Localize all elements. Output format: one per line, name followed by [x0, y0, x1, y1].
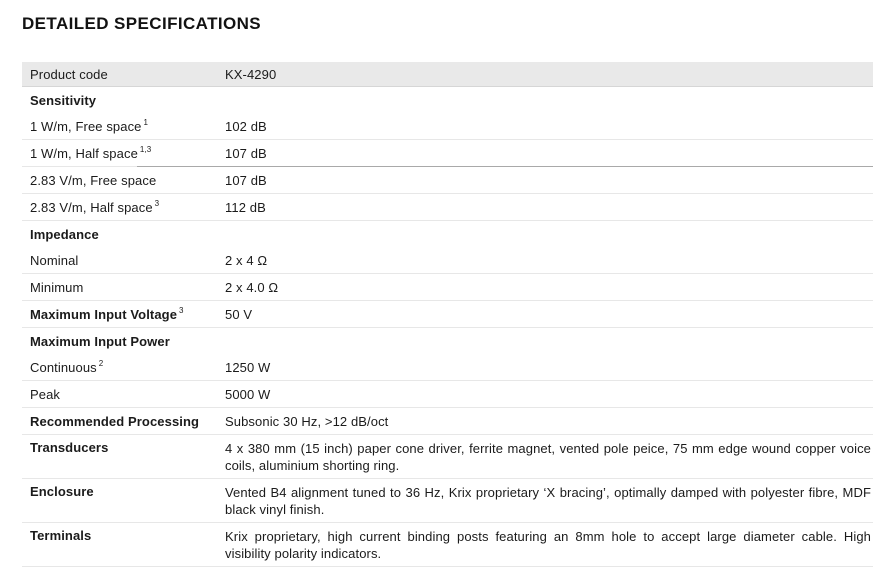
spec-label: Minimum — [30, 279, 84, 295]
row-recommended-processing — [22, 408, 873, 435]
footnote-ref: 2 — [98, 359, 104, 369]
footnote-ref: 1,3 — [139, 145, 152, 155]
spec-value: 1250 W — [225, 359, 271, 375]
row-power-peak — [22, 381, 873, 408]
section-header-impedance — [22, 221, 873, 247]
spec-label: Transducers — [30, 440, 109, 455]
footnote-ref: 1 — [143, 118, 149, 128]
section-header-maximum-input-power — [22, 328, 873, 354]
spec-label: 2.83 V/m, Free space — [30, 172, 157, 188]
specifications-table — [22, 62, 873, 567]
spec-label: Maximum Input Voltage $^3$ — [30, 306, 184, 322]
spec-value: 107 dB — [225, 145, 267, 161]
spec-label: 2.83 V/m, Half space $^3$ — [30, 199, 160, 215]
row-transducers — [22, 435, 873, 479]
spec-value: Subsonic 30 Hz, >12 dB/oct — [225, 413, 389, 429]
footnote-ref: 3 — [154, 199, 160, 209]
row-product-code — [22, 62, 873, 87]
row-impedance-nominal — [22, 247, 873, 274]
spec-label: Nominal — [30, 252, 79, 268]
row-terminals — [22, 523, 873, 567]
spec-value: 50 V — [225, 306, 253, 322]
spec-value: 107 dB — [225, 172, 267, 188]
row-283vm-half-space — [22, 194, 873, 221]
row-power-continuous — [22, 354, 873, 381]
spec-label: Terminals — [30, 528, 92, 543]
spec-label: 1 W/m, Half space $^{1,3}$ — [30, 145, 152, 161]
spec-value: Krix proprietary, high current binding posts featuring an 8mm hole to accept large diameter cable. High visibility polarity indicators. — [225, 529, 871, 561]
row-1wm-free-space — [22, 113, 873, 140]
spec-value: 2 x 4 Ω — [225, 252, 268, 268]
section-header-sensitivity — [22, 87, 873, 113]
row-1wm-half-space — [22, 140, 873, 167]
spec-value: Vented B4 alignment tuned to 36 Hz, Krix proprietary ‘X bracing’, optimally damped with polyester fibre, MDF black vinyl finish. — [225, 485, 871, 517]
row-enclosure — [22, 479, 873, 523]
spec-value: KX-4290 — [225, 66, 277, 82]
row-283vm-free-space — [22, 167, 873, 194]
section-label: Sensitivity — [30, 92, 97, 108]
spec-label: 1 W/m, Free space $^1$ — [30, 118, 149, 134]
row-impedance-minimum — [22, 274, 873, 301]
section-label: Maximum Input Power — [30, 333, 170, 349]
spec-label: Peak — [30, 386, 61, 402]
spec-label: Recommended Processing — [30, 413, 200, 429]
spec-value: 112 dB — [225, 199, 266, 215]
footnote-ref: 3 — [179, 306, 184, 316]
spec-label: Enclosure — [30, 484, 94, 499]
spec-value: 4 x 380 mm (15 inch) paper cone driver, ferrite magnet, vented pole peice, 75 mm edge wound copper voice coils, aluminium shorting ring. — [225, 441, 871, 473]
spec-label: Product code — [30, 66, 108, 82]
row-maximum-input-voltage — [22, 301, 873, 328]
spec-value: 5000 W — [225, 386, 271, 402]
spec-value: 2 x 4.0 Ω — [225, 279, 279, 295]
spec-label: Continuous $^2$ — [30, 359, 104, 375]
page-title: DETAILED SPECIFICATIONS — [22, 14, 262, 33]
section-label: Impedance — [30, 226, 99, 242]
spec-value: 102 dB — [225, 118, 267, 134]
